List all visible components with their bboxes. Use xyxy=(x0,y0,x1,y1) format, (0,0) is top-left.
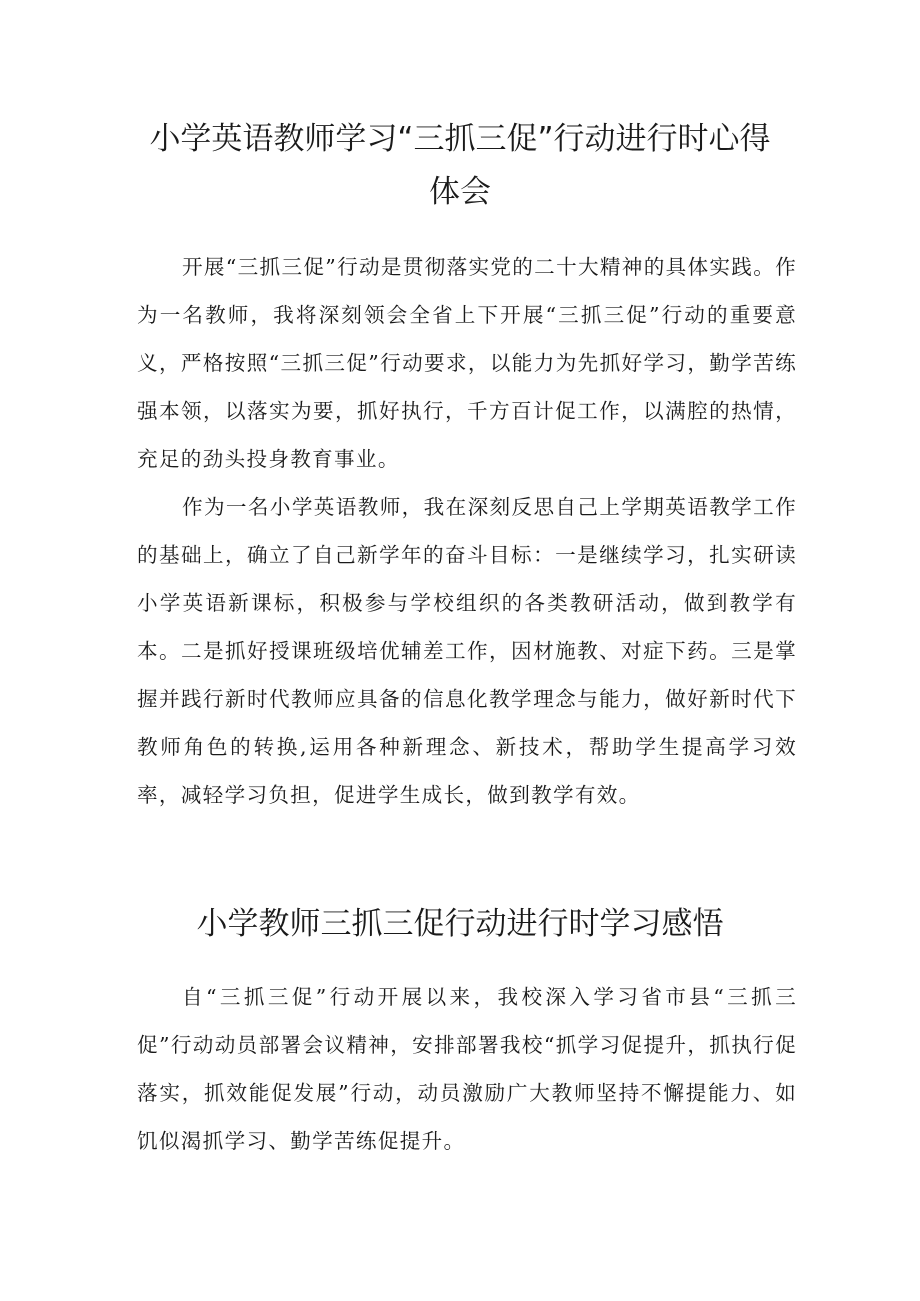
article-title: 小学英语教师学习“三抓三促”行动进行时心得 xyxy=(149,121,771,157)
body-paragraph: 作为一名小学英语教师，我在深刻反思自己上学期英语教学工作的基础上，确立了自己新学年的奋斗目标：一是继续学习，扎实研读小学英语新课标，积极参与学校组织的各类教研活动，做到教学有本。二是抓好授课班级培优辅差工作，因材施教、对症下药。三是掌握并践行新时代教师应具备的信息化教学理念与能力，做好新时代下教师角色的转换,运用各种新理念、新技术，帮助学生提高学习效率，减轻学习负担，促进学生成长，做到教学有效。 xyxy=(137,495,797,807)
body-paragraph: 自“三抓三促”行动开展以来，我校深入学习省市县“三抓三促”行动动员部署会议精神，安排部署我校“抓学习促提升，抓执行促落实，抓效能促发展”行动，动员激励广大教师坚持不懈提能力、如饥似渴抓学习、勤学苦练促提升。 xyxy=(137,985,797,1153)
article-title-continuation: 体会 xyxy=(429,174,491,210)
section-title: 小学教师三抓三促行动进行时学习感悟 xyxy=(196,906,724,942)
body-paragraph: 开展“三抓三促”行动是贯彻落实党的二十大精神的具体实践。作为一名教师，我将深刻领会全省上下开展“三抓三促”行动的重要意义，严格按照“三抓三促”行动要求，以能力为先抓好学习，勤学苦练强本领，以落实为要，抓好执行，千方百计促工作，以满腔的热情，充足的劲头投身教育事业。 xyxy=(137,255,797,471)
